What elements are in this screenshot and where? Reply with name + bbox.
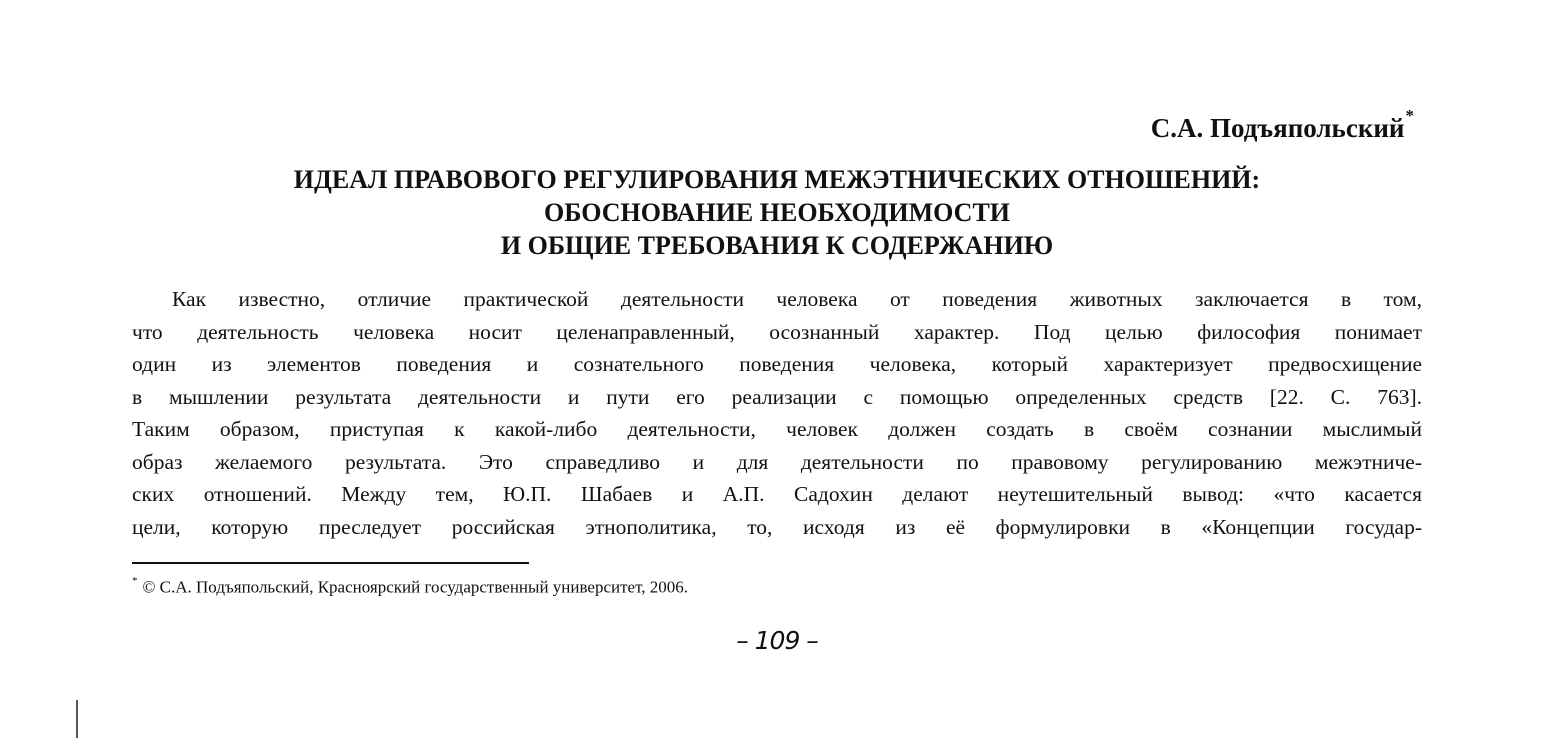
body-line: образ желаемого результата. Это справедливо и для деятельности по правовому регулированию межэтниче- bbox=[132, 449, 1422, 474]
footnote-divider bbox=[132, 562, 529, 564]
body-line: цели, которую преследует российская этнополитика, то, исходя из её формулировки в «Концепции государ- bbox=[132, 514, 1422, 539]
title-line: ИДЕАЛ ПРАВОВОГО РЕГУЛИРОВАНИЯ МЕЖЭТНИЧЕСКИХ ОТНОШЕНИЙ: bbox=[293, 165, 1261, 194]
body-paragraph bbox=[132, 283, 1422, 543]
author-name: С.А. Подъяпольский* bbox=[1150, 106, 1414, 143]
footnote-text: © С.А. Подъяпольский, Красноярский государственный университет, 2006. bbox=[142, 577, 688, 597]
body-line: Как известно, отличие практической деятельности человека от поведения животных заключается в том, bbox=[172, 287, 1422, 311]
footnote bbox=[132, 577, 688, 598]
title-line: И ОБЩИЕ ТРЕБОВАНИЯ К СОДЕРЖАНИЮ bbox=[500, 231, 1054, 260]
body-line: в мышлении результата деятельности и пути его реализации с помощью определенных средств [22. С. 763]. bbox=[132, 384, 1422, 409]
scan-edge-mark bbox=[76, 700, 78, 738]
body-line: Таким образом, приступая к какой-либо деятельности, человек должен создать в своём сознании мыслимый bbox=[132, 417, 1422, 441]
body-line: ских отношений. Между тем, Ю.П. Шабаев и А.П. Садохин делают неутешительный вывод: «что касается bbox=[132, 482, 1422, 506]
page-number: – 109 – bbox=[736, 626, 818, 655]
body-line: один из элементов поведения и сознательного поведения человека, который характеризует предвосхищение bbox=[132, 352, 1422, 376]
article-title bbox=[132, 163, 1422, 262]
body-line: что деятельность человека носит целенаправленный, осознанный характер. Под целью философия понимает bbox=[132, 319, 1422, 344]
title-line: ОБОСНОВАНИЕ НЕОБХОДИМОСТИ bbox=[543, 198, 1011, 227]
author-footnote-marker: * bbox=[1405, 106, 1414, 125]
footnote-marker: * bbox=[132, 575, 138, 587]
